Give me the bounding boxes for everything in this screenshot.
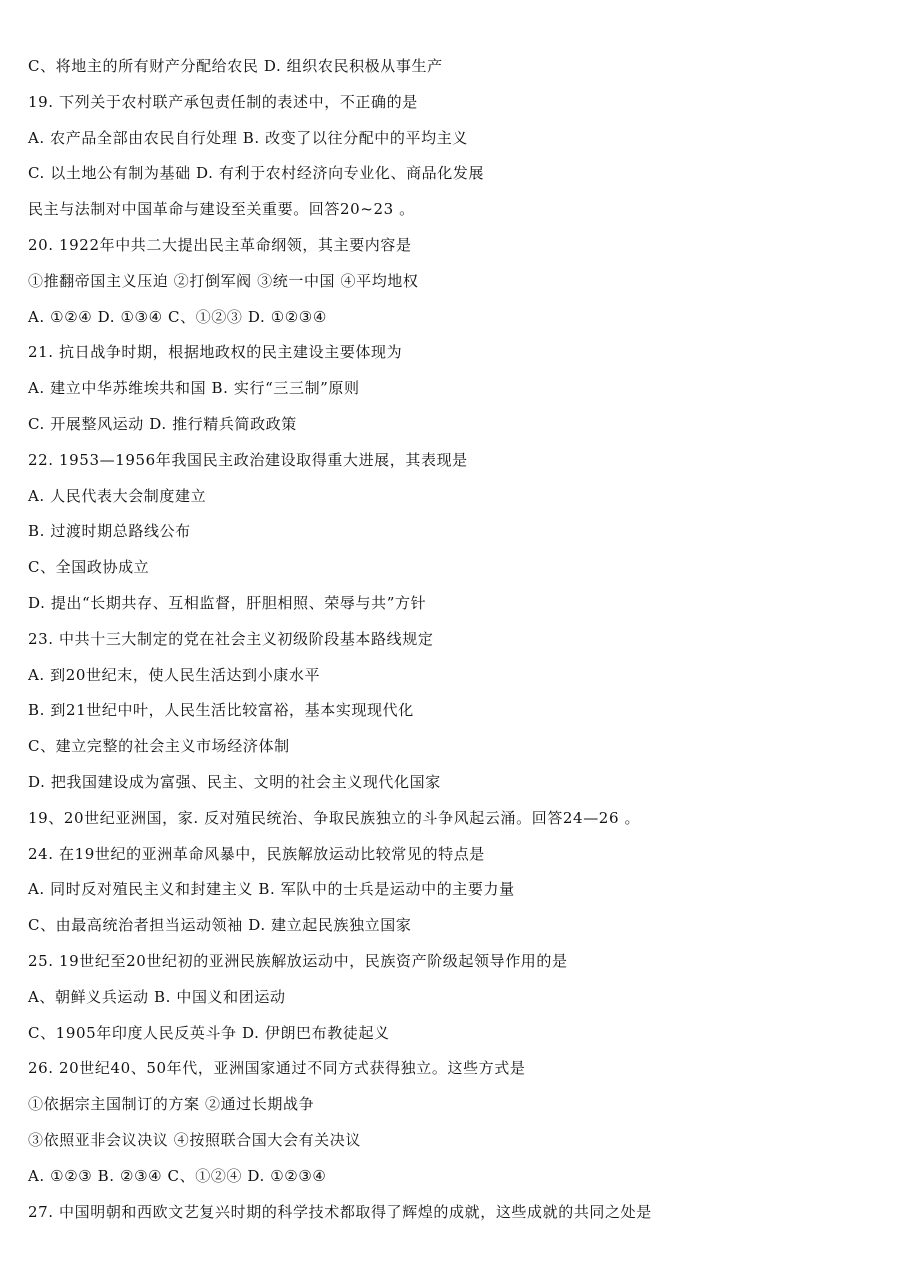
exam-text [28, 52, 888, 1233]
question-27: 27. 中国明朝和西欧文艺复兴时期的科学技术都取得了辉煌的成就，这些成就的共同之处是 [28, 1202, 652, 1221]
text-line: A. 人民代表大会制度建立 [28, 486, 207, 505]
text-line: D. 把我国建设成为富强、民主、文明的社会主义现代化国家 [28, 772, 441, 791]
question-20: 20. 1922年中共二大提出民主革命纲领，其主要内容是 [28, 235, 412, 254]
question-19: 19. 下列关于农村联产承包责任制的表述中，不正确的是 [28, 92, 418, 111]
text-line: ③依照亚非会议决议 ④按照联合国大会有关决议 [28, 1130, 361, 1149]
text-line: C、由最高统治者担当运动领袖 D. 建立起民族独立国家 [28, 916, 412, 935]
question-24: 24. 在19世纪的亚洲革命风暴中，民族解放运动比较常见的特点是 [28, 844, 485, 863]
text-line: ①推翻帝国主义压迫 ②打倒军阀 ③统一中国 ④平均地权 [28, 271, 419, 290]
text-line: A、朝鲜义兵运动 B. 中国义和团运动 [28, 987, 286, 1006]
text-line: A. 农产品全部由农民自行处理 B. 改变了以往分配中的平均主义 [28, 128, 468, 147]
question-26: 26. 20世纪40、50年代，亚洲国家通过不同方式获得独立。这些方式是 [28, 1059, 526, 1078]
text-line: B. 到21世纪中叶，人民生活比较富裕，基本实现现代化 [28, 701, 414, 720]
question-22: 22. 1953—1956年我国民主政治建设取得重大进展，其表现是 [28, 450, 468, 469]
text-line: C. 以土地公有制为基础 D. 有利于农村经济向专业化、商品化发展 [28, 164, 485, 183]
text-line: C. 开展整风运动 D. 推行精兵简政政策 [28, 414, 297, 433]
section-intro: 民主与法制对中国革命与建设至关重要。回答20~23 。 [28, 200, 415, 219]
text-line: A. ①②③ B. ②③④ C、①②④ D. ①②③④ [28, 1166, 327, 1185]
question-23: 23. 中共十三大制定的党在社会主义初级阶段基本路线规定 [28, 629, 434, 648]
text-line: A. ①②④ D. ①③④ C、①②③ D. ①②③④ [28, 307, 327, 326]
text-line: ①依据宗主国制订的方案 ②通过长期战争 [28, 1095, 315, 1114]
text-line: C、1905年印度人民反英斗争 D. 伊朗巴布教徒起义 [28, 1023, 390, 1042]
question-21: 21. 抗日战争时期，根据地政权的民主建设主要体现为 [28, 343, 403, 362]
text-line: C、建立完整的社会主义市场经济体制 [28, 737, 290, 756]
section-intro: 19、20世纪亚洲国，家. 反对殖民统治、争取民族独立的斗争风起云涌。回答24—26 。 [28, 808, 641, 827]
text-line: D. 提出“长期共存、互相监督，肝胆相照、荣辱与共”方针 [28, 593, 427, 612]
text-line: A. 建立中华苏维埃共和国 B. 实行“三三制”原则 [28, 379, 360, 398]
question-25: 25. 19世纪至20世纪初的亚洲民族解放运动中，民族资产阶级起领导作用的是 [28, 951, 568, 970]
text-line: A. 同时反对殖民主义和封建主义 B. 军队中的士兵是运动中的主要力量 [28, 880, 515, 899]
text-line: B. 过渡时期总路线公布 [28, 522, 191, 541]
text-line: C、将地主的所有财产分配给农民 D. 组织农民积极从事生产 [28, 57, 443, 75]
text-line: A. 到20世纪末，使人民生活达到小康水平 [28, 665, 321, 684]
text-line: C、全国政协成立 [28, 558, 150, 577]
